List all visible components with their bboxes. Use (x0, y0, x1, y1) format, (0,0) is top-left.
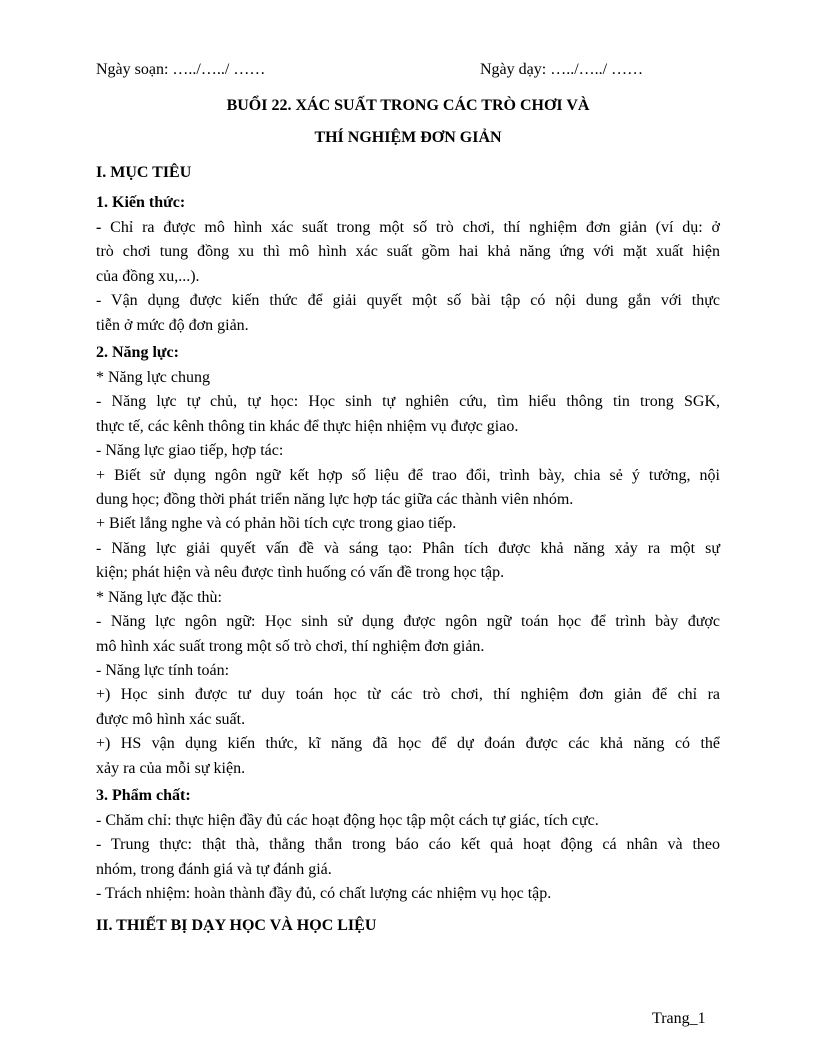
diligence-item: - Chăm chỉ: thực hiện đầy đủ các hoạt động học tập một cách tự giác, tích cực. (96, 811, 599, 829)
date-header (96, 56, 720, 84)
knowledge-heading: 1. Kiến thức: (96, 194, 186, 211)
communication-item-2: + Biết lắng nghe và có phản hồi tích cực trong giao tiếp. (96, 515, 457, 533)
calculation-item-1-line-1: +) Học sinh được tư duy toán học từ các trò chơi, thí nghiệm đơn giản để chỉ ra (96, 686, 720, 704)
section-objectives-heading: I. MỤC TIÊU (96, 164, 192, 181)
honesty-line-2: nhóm, trong đánh giá và tự đánh giá. (96, 860, 332, 878)
section-equipment-heading: II. THIẾT BỊ DẠY HỌC VÀ HỌC LIỆU (96, 916, 377, 934)
preparation-date: Ngày soạn: …../…../ …… (96, 61, 266, 78)
self-study-line-1: - Năng lực tự chủ, tự học: Học sinh tự nghiên cứu, tìm hiểu thông tin trong SGK, (96, 393, 720, 411)
problem-solving-line-1: - Năng lực giải quyết vấn đề và sáng tạo: Phân tích được khả năng xảy ra một sự (96, 539, 720, 557)
knowledge-paragraph-1 (96, 216, 720, 289)
document-page (96, 56, 720, 941)
competency-content (96, 366, 720, 781)
knowledge-p2-line-1: - Vận dụng được kiến thức để giải quyết một số bài tập có nội dung gắn với thực (96, 292, 720, 310)
lesson-title-line-1: BUỔI 22. XÁC SUẤT TRONG CÁC TRÒ CHƠI VÀ (226, 97, 590, 114)
specific-competency: * Năng lực đặc thù: (96, 588, 222, 606)
knowledge-p1-line-1 (96, 216, 720, 240)
calculation-item-2-line-2: xảy ra của mỗi sự kiện. (96, 759, 246, 777)
knowledge-p2-line-2: tiễn ở mức độ đơn giản. (96, 316, 249, 334)
calculation-item-1-line-2: được mô hình xác suất. (96, 710, 246, 728)
knowledge-p1-line-2: trò chơi tung đồng xu thì mô hình xác suất gồm hai khả năng ứng với mặt xuất hiện (96, 243, 720, 261)
competency-heading: 2. Năng lực: (96, 344, 179, 362)
page-number: Trang_1 (652, 1010, 706, 1027)
communication-item-1-line-2: dung học; đồng thời phát triển năng lực hợp tác giữa các thành viên nhóm. (96, 491, 574, 509)
communication-item-1-line-1: + Biết sử dụng ngôn ngữ kết hợp số liệu để trao đổi, trình bày, chia sẻ ý tưởng, nội (96, 466, 720, 484)
knowledge-p1-line-1-text: Chỉ ra được mô hình xác suất trong một số trò chơi, thí nghiệm đơn giản (ví dụ: ở (101, 219, 720, 236)
language-competency-line-1: - Năng lực ngôn ngữ: Học sinh sử dụng được ngôn ngữ toán học để trình bày được (96, 613, 720, 631)
teaching-date: Ngày dạy: …../…../ …… (480, 61, 644, 78)
qualities-heading: 3. Phẩm chất: (96, 786, 191, 804)
knowledge-paragraph-2 (96, 289, 720, 338)
knowledge-p1-dash: - (96, 219, 102, 236)
self-study-line-2: thực tế, các kênh thông tin khác để thực hiện nhiệm vụ được giao. (96, 417, 519, 435)
responsibility-item: - Trách nhiệm: hoàn thành đầy đủ, có chất lượng các nhiệm vụ học tập. (96, 885, 552, 903)
calculation-item-2-line-1: +) HS vận dụng kiến thức, kĩ năng đã học để dự đoán được các khả năng có thể (96, 735, 720, 753)
general-competency: * Năng lực chung (96, 369, 210, 387)
problem-solving-line-2: kiện; phát hiện và nêu được tình huống có vấn đề trong học tập. (96, 564, 505, 582)
honesty-line-1: - Trung thực: thật thà, thẳng thắn trong báo cáo kết quả hoạt động cá nhân và theo (96, 836, 720, 854)
communication-competency: - Năng lực giao tiếp, hợp tác: (96, 442, 284, 460)
qualities-content (96, 809, 720, 907)
knowledge-p1-line-3: của đồng xu,...). (96, 267, 200, 285)
calculation-competency: - Năng lực tính toán: (96, 661, 230, 679)
language-competency-line-2: mô hình xác suất trong một số trò chơi, thí nghiệm đơn giản. (96, 637, 485, 655)
lesson-title-line-2: THÍ NGHIỆM ĐƠN GIẢN (314, 129, 502, 146)
